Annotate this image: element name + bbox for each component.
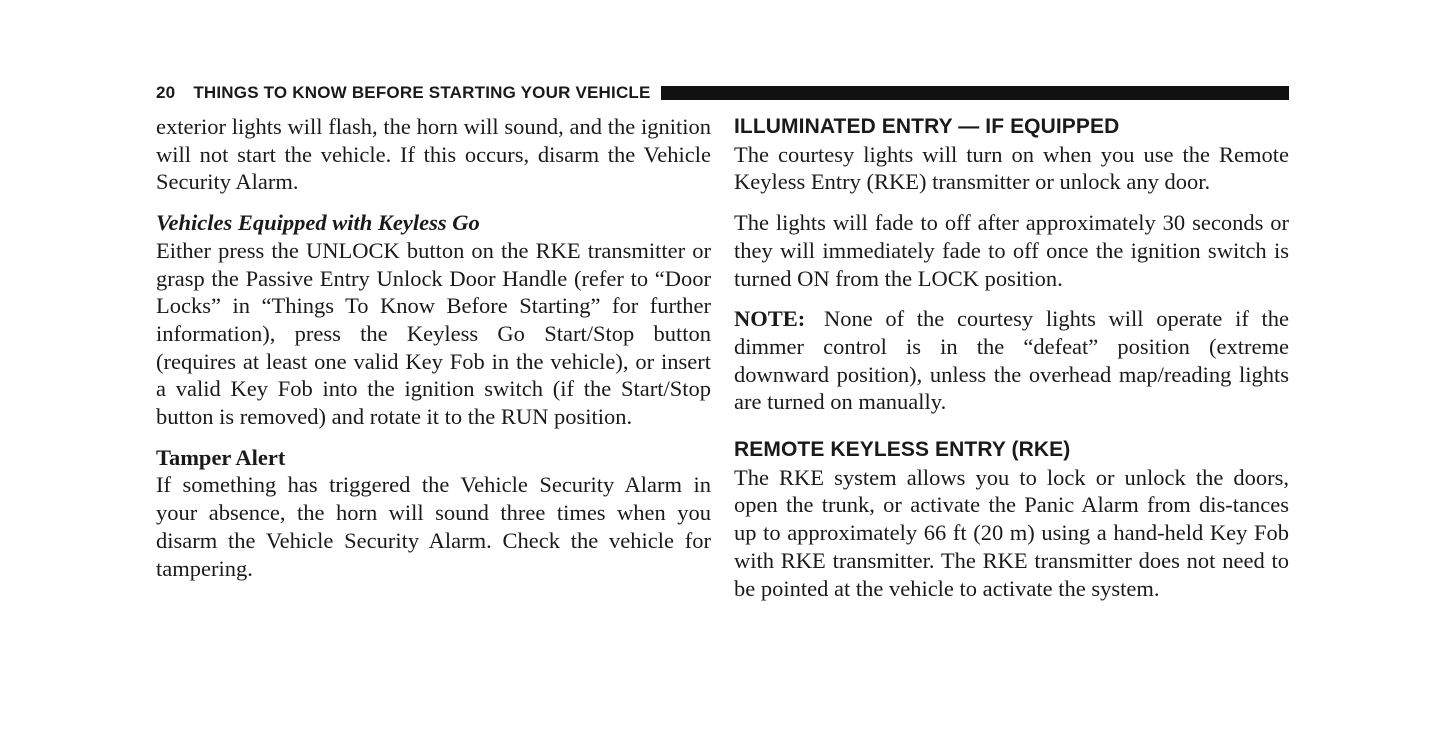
rke-heading: REMOTE KEYLESS ENTRY (RKE) xyxy=(734,438,1071,462)
tamper-alert-paragraph: If something has triggered the Vehicle Security Alarm in your absence, the horn will sound three times when you disarm the Vehicle Security Alarm. Check the vehicle for tampering. xyxy=(156,472,711,581)
page-number: 20 xyxy=(156,83,176,102)
note-label: NOTE: xyxy=(734,306,806,332)
manual-page xyxy=(156,80,1289,680)
illuminated-entry-paragraph-2: The lights will fade to off after approximately 30 seconds or they will immediately fade to off once the ignition switch is turned ON from the LOCK position. xyxy=(734,210,1289,291)
intro-paragraph: exterior lights will flash, the horn will sound, and the ignition will not start the vehicle. If this occurs, disarm the Vehicle Security Alarm. xyxy=(156,114,711,195)
illuminated-entry-paragraph-1: The courtesy lights will turn on when you use the Remote Keyless Entry (RKE) transmitter or unlock any door. xyxy=(734,141,1289,195)
rke-paragraph: The RKE system allows you to lock or unlock the doors, open the trunk, or activate the Panic Alarm from dis-tances up to approximately 66 ft (20 m) using a hand-held Key Fob with RKE transmitter. The RKE transmitter does not need to be pointed at the vehicle to activate the system. xyxy=(734,464,1289,601)
keyless-go-paragraph: Either press the UNLOCK button on the RKE transmitter or grasp the Passive Entry Unlock Door Handle (refer to “Door Locks” in “Things To Know Before Starting” for further information), press the Keyless Go Start/Stop button (requires at least one valid Key Fob in the vehicle), or insert a valid Key Fob into the ignition switch (if the Start/Stop button is removed) and rotate it to the RUN position. xyxy=(156,237,711,430)
illuminated-entry-heading: ILLUMINATED ENTRY — IF EQUIPPED xyxy=(734,115,1120,138)
running-title: THINGS TO KNOW BEFORE STARTING YOUR VEHICLE xyxy=(193,83,651,102)
left-column xyxy=(156,113,711,595)
header-rule xyxy=(661,86,1289,100)
note-paragraph xyxy=(734,305,1289,416)
page-header xyxy=(156,80,1289,106)
note-text: None of the courtesy lights will operate if the dimmer control is in the “defeat” position (extreme downward position), unless the overhead map/reading lights are turned on manually. xyxy=(734,306,1290,415)
tamper-alert-heading: Tamper Alert xyxy=(156,444,286,470)
keyless-go-heading: Vehicles Equipped with Keyless Go xyxy=(156,210,480,236)
right-column xyxy=(734,113,1289,615)
